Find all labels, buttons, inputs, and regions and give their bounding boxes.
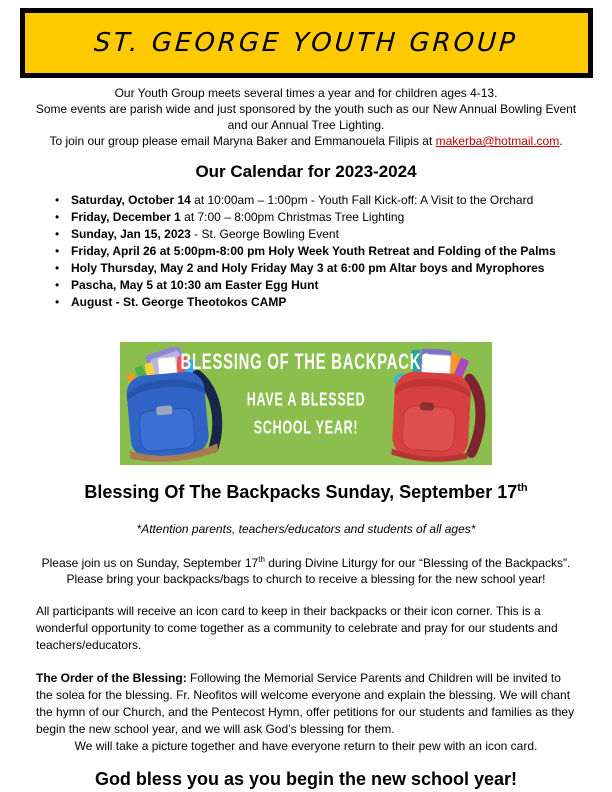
intro-line-4-period: . bbox=[559, 134, 563, 148]
invite-paragraph bbox=[13, 552, 599, 587]
section-heading bbox=[0, 482, 612, 503]
calendar-heading: Our Calendar for 2023-2024 bbox=[195, 162, 417, 181]
calendar-event-list bbox=[55, 192, 567, 311]
invite-line-1-rest: during Divine Liturgy for our “Blessing of the Backpacks”. bbox=[264, 556, 571, 570]
invite-ordinal: th bbox=[258, 555, 265, 564]
calendar-event bbox=[55, 209, 567, 226]
picture-line: We will take a picture together and have everyone return to their pew with an icon card. bbox=[74, 739, 538, 753]
calendar-event bbox=[55, 243, 567, 260]
invite-line-1-text: Please join us on Sunday, September 17 bbox=[41, 556, 259, 570]
intro-line-2: Some events are parish wide and just sponsored by the youth such as our New Annual Bowling Event bbox=[35, 102, 577, 116]
event-date: Pascha, May 5 at 10:30 am Easter Egg Hunt bbox=[71, 278, 319, 292]
event-date: Friday, April 26 at 5:00pm-8:00 pm Holy Week Youth Retreat and Folding of the Palms bbox=[71, 244, 556, 258]
event-date: Holy Thursday, May 2 and Holy Friday May 3 at 6:00 pm Altar boys and Myrophores bbox=[71, 261, 545, 275]
order-of-blessing-text: Following the Memorial Service Parents and Children will be invited to the solea for the blessing. Fr. Neofitos will welcome everyone and explain the blessing. We will chant the hymn of our Church, and the Pentecost Hymn, offer petitions for our students and families as they begin the new school year, and we will ask God’s blessing for them. bbox=[36, 671, 575, 736]
section-heading-ordinal: th bbox=[517, 482, 528, 494]
page-title: ST. GEORGE YOUTH GROUP bbox=[93, 28, 519, 58]
calendar-event bbox=[55, 260, 567, 277]
event-detail: at 7:00 – 8:00pm Christmas Tree Lighting bbox=[180, 210, 405, 224]
invite-line-2: Please bring your backpacks/bags to church to receive a blessing for the new school year! bbox=[66, 572, 546, 586]
intro-line-4 bbox=[6, 133, 606, 149]
event-date: Sunday, Jan 15, 2023 bbox=[71, 227, 191, 241]
backpack-clipart-image bbox=[120, 342, 492, 465]
calendar-event bbox=[55, 294, 567, 311]
clipart-caption-2: HAVE A BLESSED bbox=[246, 390, 366, 411]
closing-blessing: God bless you as you begin the new school year! bbox=[94, 769, 518, 789]
order-of-blessing-label: The Order of the Blessing: bbox=[36, 671, 187, 685]
participants-paragraph: All participants will receive an icon card to keep in their backpacks or their icon corner. This is a wonderful opportunity to come together as a community to celebrate and pray for our students and teachers/educators. bbox=[36, 604, 558, 652]
intro-line-4-text: To join our group please email Maryna Baker and Emmanouela Filipis at bbox=[49, 134, 436, 148]
intro-line-3: and our Annual Tree Lighting. bbox=[227, 118, 385, 132]
event-detail: - St. George Bowling Event bbox=[190, 227, 339, 241]
intro-paragraph bbox=[6, 85, 606, 149]
email-link[interactable]: makerba@hotmail.com bbox=[435, 134, 560, 148]
invite-line-1 bbox=[13, 552, 599, 571]
event-detail: at 10:00am – 1:00pm - Youth Fall Kick-off: A Visit to the Orchard bbox=[190, 193, 534, 207]
order-of-blessing-paragraph bbox=[36, 670, 576, 738]
calendar-event bbox=[55, 277, 567, 294]
clipart-caption-1: BLESSING OF THE BACKPACKS bbox=[180, 350, 432, 375]
event-date: Saturday, October 14 bbox=[71, 193, 191, 207]
event-date: Friday, December 1 bbox=[71, 210, 181, 224]
intro-line-1: Our Youth Group meets several times a year and for children ages 4-13. bbox=[114, 86, 498, 100]
calendar-event bbox=[55, 192, 567, 209]
calendar-event bbox=[55, 226, 567, 243]
title-banner bbox=[20, 8, 593, 78]
clipart-caption-3: SCHOOL YEAR! bbox=[253, 418, 359, 439]
event-date: August - St. George Theotokos CAMP bbox=[71, 295, 287, 309]
attention-note: *Attention parents, teachers/educators and students of all ages* bbox=[136, 522, 476, 536]
section-heading-text: Blessing Of The Backpacks Sunday, September 17 bbox=[84, 482, 518, 502]
